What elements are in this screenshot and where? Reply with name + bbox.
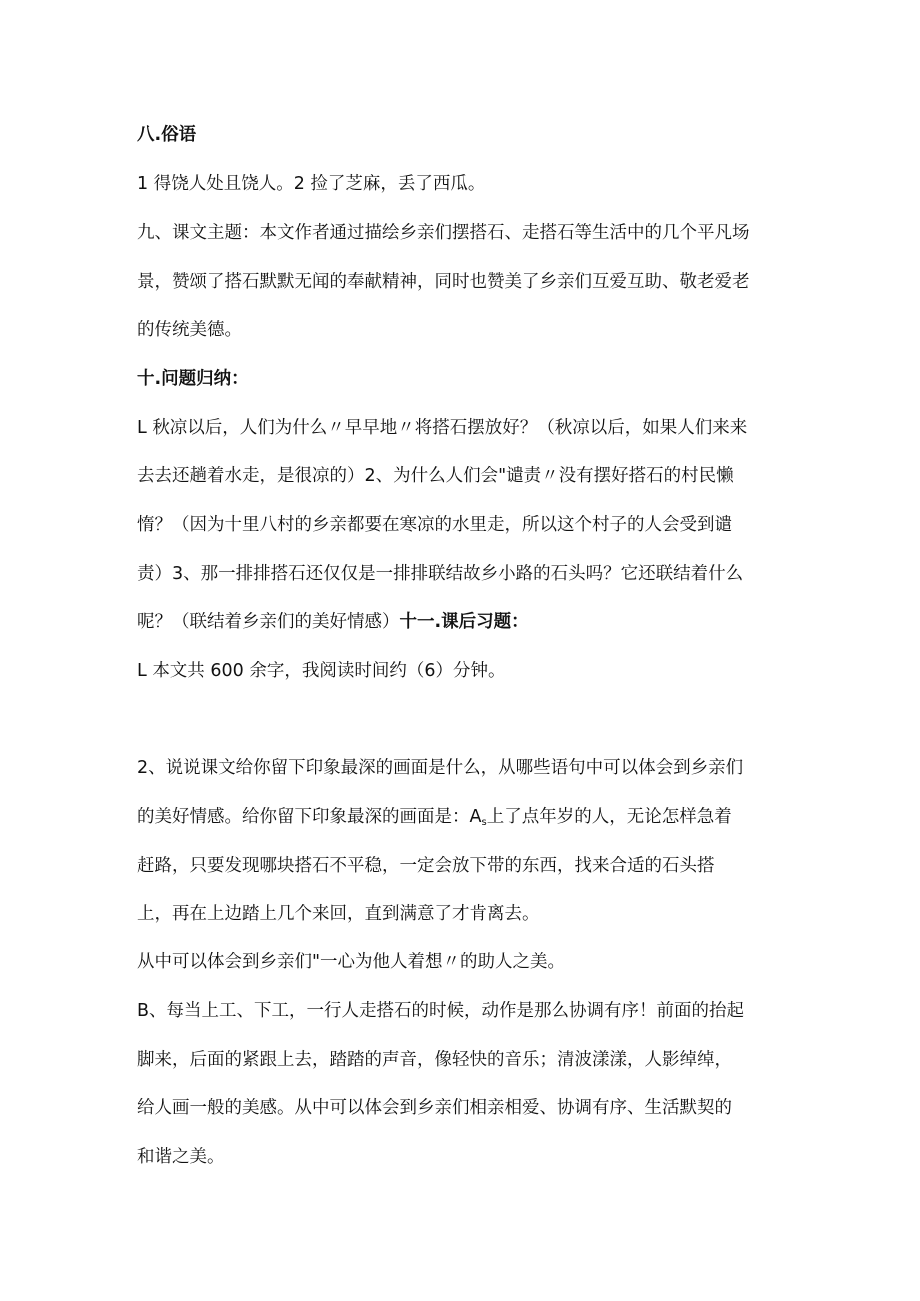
exercise-2-line-2a: 的美好情感。给你留下印象最深的画面是：A xyxy=(137,807,482,827)
theme-line-2: 景，赞颂了搭石默默无闻的奉献精神，同时也赞美了乡亲们互爱互助、敬老爱老 xyxy=(137,272,750,292)
exercise-2-line-2 xyxy=(137,805,732,835)
exercise-2-line-4: 上，再在上边踏上几个来回，直到满意了才肯离去。 xyxy=(137,904,540,924)
proverbs-line: 1 得饶人处且饶人。2 捡了芝麻，丢了西瓜。 xyxy=(137,174,486,194)
exercise-2-b-line-2: 脚来，后面的紧跟上去，踏踏的声音，像轻快的音乐；清波漾漾，人影绰绰， xyxy=(137,1050,732,1070)
exercise-2-b-line-1: B、每当上工、下工，一行人走搭石的时候，动作是那么协调有序！前面的抬起 xyxy=(137,1001,745,1021)
questions-line-5 xyxy=(137,610,529,634)
questions-line-3: 惰？（因为十里八村的乡亲都要在寒凉的水里走，所以这个村子的人会受到谴 xyxy=(137,515,732,535)
exercise-2-line-2b: 上了点年岁的人，无论怎样急着 xyxy=(486,807,732,827)
heading-proverbs: 八.俗语 xyxy=(137,125,197,145)
exercise-1: L 本文共 600 余字，我阅读时间约（6）分钟。 xyxy=(137,661,506,681)
theme-line-1: 九、课文主题：本文作者通过描绘乡亲们摆搭石、走搭石等生活中的几个平凡场 xyxy=(137,223,750,243)
exercise-2-line-1: 2、说说课文给你留下印象最深的画面是什么，从哪些语句中可以体会到乡亲们 xyxy=(137,758,744,778)
subscript-s: s xyxy=(481,817,487,828)
questions-line-4: 责）3、那一排排搭石还仅仅是一排排联结故乡小路的石头吗？它还联结着什么 xyxy=(137,564,744,584)
heading-questions: 十.问题归纳： xyxy=(137,369,249,389)
exercise-2-line-5: 从中可以体会到乡亲们"一心为他人着想〃的助人之美。 xyxy=(137,952,566,972)
questions-line-1: L 秋凉以后，人们为什么〃早早地〃将搭石摆放好？（秋凉以后，如果人们来来 xyxy=(137,418,748,438)
questions-line-5-text: 呢？（联结着乡亲们的美好情感） xyxy=(137,612,400,632)
heading-exercises: 十一.课后习题： xyxy=(399,612,529,632)
exercise-2-b-line-3: 给人画一般的美感。从中可以体会到乡亲们相亲相爱、协调有序、生活默契的 xyxy=(137,1098,732,1118)
theme-line-3: 的传统美德。 xyxy=(137,320,242,340)
questions-line-2: 去去还趟着水走，是很凉的）2、为什么人们会"谴责〃没有摆好搭石的村民懒 xyxy=(137,466,734,486)
exercise-2-b-line-4: 和谐之美。 xyxy=(137,1147,225,1167)
exercise-2-line-3: 赶路，只要发现哪块搭石不平稳，一定会放下带的东西，找来合适的石头搭 xyxy=(137,856,715,876)
